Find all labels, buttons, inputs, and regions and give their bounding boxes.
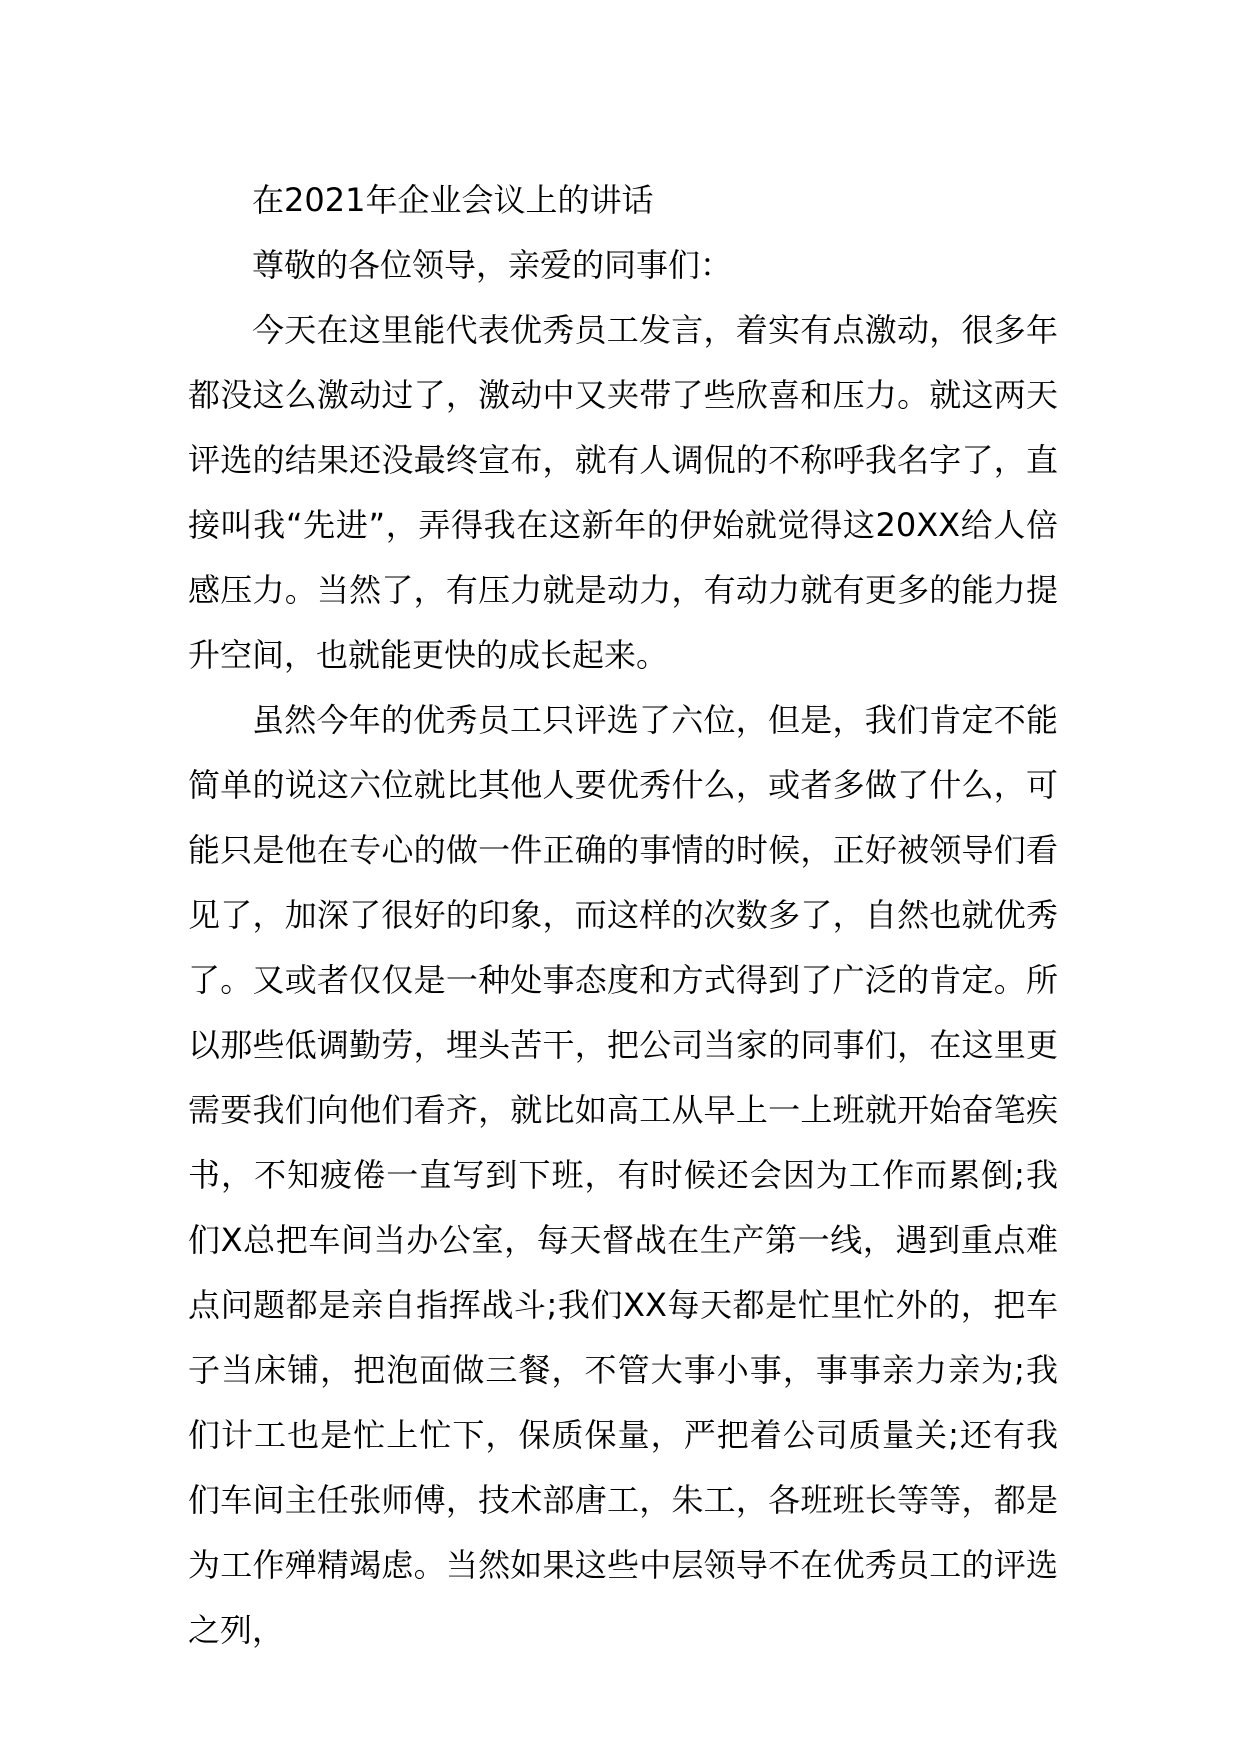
document-body xyxy=(188,168,1058,1663)
speech-title: 在2021年企业会议上的讲话 xyxy=(252,181,654,219)
body-paragraph-2: 虽然今年的优秀员工只评选了六位，但是，我们肯定不能简单的说这六位就比其他人要优秀什么，或者多做了什么，可能只是他在专心的做一件正确的事情的时候，正好被领导们看见了，加深了很好的印象，而这样的次数多了，自然也就优秀了。又或者仅仅是一种处事态度和方式得到了广泛的肯定。所以那些低调勤劳，埋头苦干，把公司当家的同事们，在这里更需要我们向他们看齐，就比如高工从早上一上班就开始奋笔疾书，不知疲倦一直写到下班，有时候还会因为工作而累倒;我们X总把车间当办公室，每天督战在生产第一线，遇到重点难点问题都是亲自指挥战斗;我们XX每天都是忙里忙外的，把车子当床铺，把泡面做三餐，不管大事小事，事事亲力亲为;我们计工也是忙上忙下，保质保量，严把着公司质量关;还有我们车间主任张师傅，技术部唐工，朱工，各班班长等等，都是为工作殚精竭虑。当然如果这些中层领导不在优秀员工的评选之列， xyxy=(188,701,1058,1649)
speech-greeting: 尊敬的各位领导，亲爱的同事们： xyxy=(252,246,733,284)
body-paragraph-1: 今天在这里能代表优秀员工发言，着实有点激动，很多年都没这么激动过了，激动中又夹带了些欣喜和压力。就这两天评选的结果还没最终宣布，就有人调侃的不称呼我名字了，直接叫我“先进”，弄得我在这新年的伊始就觉得这20XX给人倍感压力。当然了，有压力就是动力，有动力就有更多的能力提升空间，也就能更快的成长起来。 xyxy=(188,311,1058,674)
